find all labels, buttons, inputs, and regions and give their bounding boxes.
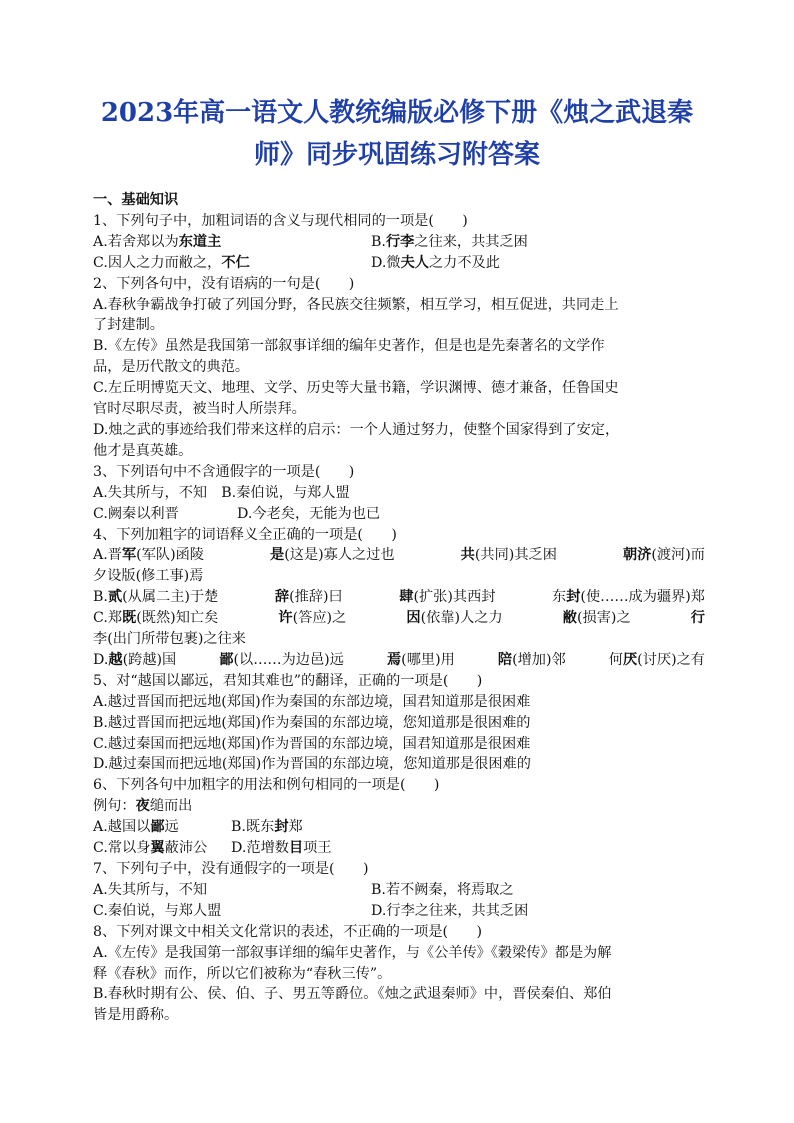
question-6-options-cd: [93, 838, 705, 859]
question-6-options-ab: [93, 817, 705, 838]
option-b-cont: 皆是用爵称。: [93, 1007, 179, 1024]
question-7-stem: 7、下列句子中，没有通假字的一项是( ): [93, 861, 369, 877]
option-a-cont: 了封建制。: [93, 317, 164, 334]
option-d: D.越过秦国而把远地(郑国)作为晋国的东部边境，您知道那是很困难的: [93, 756, 531, 773]
option-d: D.微夫人之力不及此: [371, 254, 500, 271]
option-b: B.贰(从属二主)于楚 辞(推辞)曰 肆(扩张)其西封 东封(使……成为疆界)郑: [93, 589, 705, 606]
option-c-cont: 官时尽职尽责，被当时人所崇拜。: [93, 401, 306, 418]
option-c: C.越过秦国而把远地(郑国)作为晋国的东部边境，国君知道那是很困难: [93, 735, 531, 752]
question-3-stem: 3、下列语句中不含通假字的一项是( ): [93, 463, 355, 480]
option-b: B.春秋时期有公、侯、伯、子、男五等爵位。《烛之武退秦师》中，晋侯秦伯、郑伯: [93, 986, 612, 1003]
example-sentence: 例句：夜缒而出: [93, 798, 193, 815]
option-a-cont: 释《春秋》而作，所以它们被称为“春秋三传”。: [93, 965, 392, 982]
question-1-stem: 1、下列句子中，加粗词语的含义与现代相同的一项是( ): [93, 212, 468, 229]
option-d: D.烛之武的事迹给我们带来这样的启示：一个人通过努力，使整个国家得到了安定，: [93, 421, 620, 438]
option-a-cont: 夕设版(修工事)焉: [93, 568, 204, 585]
option-c: C.阙秦以利晋: [93, 505, 179, 522]
option-a: A.若舍郑以为东道主: [93, 233, 222, 250]
option-b: B.若不阙秦，将焉取之: [371, 881, 514, 898]
option-ab: A.失其所与，不知 B.秦伯说，与郑人盟: [93, 484, 350, 501]
question-1-options-ab: [93, 232, 705, 253]
option-a: A.晋军(军队)函陵 是(这是)寡人之过也 共(共同)其乏困 朝济(渡河)而: [93, 547, 705, 564]
question-3-options-cd: [93, 504, 705, 525]
document-title-line2: 师》同步巩固练习附答案: [253, 140, 540, 170]
option-c: C.郑既(既然)知亡矣 许(答应)之 因(依靠)人之力 敝(损害)之 行: [93, 610, 705, 627]
option-b: B.《左传》虽然是我国第一部叙事详细的编年史著作，但是也是先秦著名的文学作: [93, 338, 605, 355]
document-body: [93, 190, 705, 1026]
question-2-stem: 2、下列各句中，没有语病的一句是( ): [93, 275, 355, 292]
option-a: A.失其所与，不知: [93, 881, 208, 898]
option-c: C.左丘明博览天文、地理、文学、历史等大量书籍，学识渊博、德才兼备，任鲁国史: [93, 380, 619, 397]
option-c: C.因人之力而敝之，不仁: [93, 254, 250, 271]
document-title-line1: 2023年高一语文人教统编版必修下册《烛之武退秦: [100, 98, 694, 128]
option-d: D.范增数目项王: [231, 840, 332, 857]
question-7-options-cd: [93, 901, 705, 922]
option-c: C.常以身翼蔽沛公: [93, 840, 208, 857]
question-8-stem: 8、下列对课文中相关文化常识的表述，不正确的一项是( ): [93, 923, 482, 940]
option-a: A.越过晋国而把远地(郑国)作为秦国的东部边境，国君知道那是很困难: [93, 693, 531, 710]
option-b: B.行李之往来，共其乏困: [371, 233, 528, 250]
option-a: A.越国以鄙远: [93, 819, 179, 836]
option-d: D.越(跨越)国 鄙(以……为边邑)远 焉(哪里)用 陪(增加)邻 何厌(讨厌)之有: [93, 651, 705, 668]
option-a: A.春秋争霸战争打破了列国分野，各民族交往频繁，相互学习，相互促进，共同走上: [93, 296, 619, 313]
option-c: C.秦伯说，与郑人盟: [93, 902, 222, 919]
question-6-stem: 6、下列各句中加粗字的用法和例句相同的一项是( ): [93, 777, 440, 794]
option-d: D.今老矣，无能为也已: [237, 505, 381, 522]
option-d: D.行李之往来，共其乏困: [371, 902, 529, 919]
option-b: B.既东封郑: [231, 819, 303, 836]
option-a: A.《左传》是我国第一部叙事详细的编年史著作，与《公羊传》《穀梁传》都是为解: [93, 944, 612, 961]
question-5-stem: 5、对“越国以鄙远，君知其难也”的翻译，正确的一项是( ): [93, 672, 483, 689]
question-7-options-ab: [93, 880, 705, 901]
question-1-options-cd: [93, 253, 705, 274]
option-c-cont: 李(出门所带包裹)之往来: [93, 631, 246, 648]
question-4-stem: 4、下列加粗字的词语释义全正确的一项是( ): [93, 526, 397, 543]
option-b-cont: 品，是历代散文的典范。: [93, 359, 250, 376]
section-heading: 一、基础知识: [93, 192, 179, 208]
option-b: B.越过晋国而把远地(郑国)作为秦国的东部边境，您知道那是很困难的: [93, 714, 531, 731]
option-d-cont: 他才是真英雄。: [93, 442, 193, 459]
